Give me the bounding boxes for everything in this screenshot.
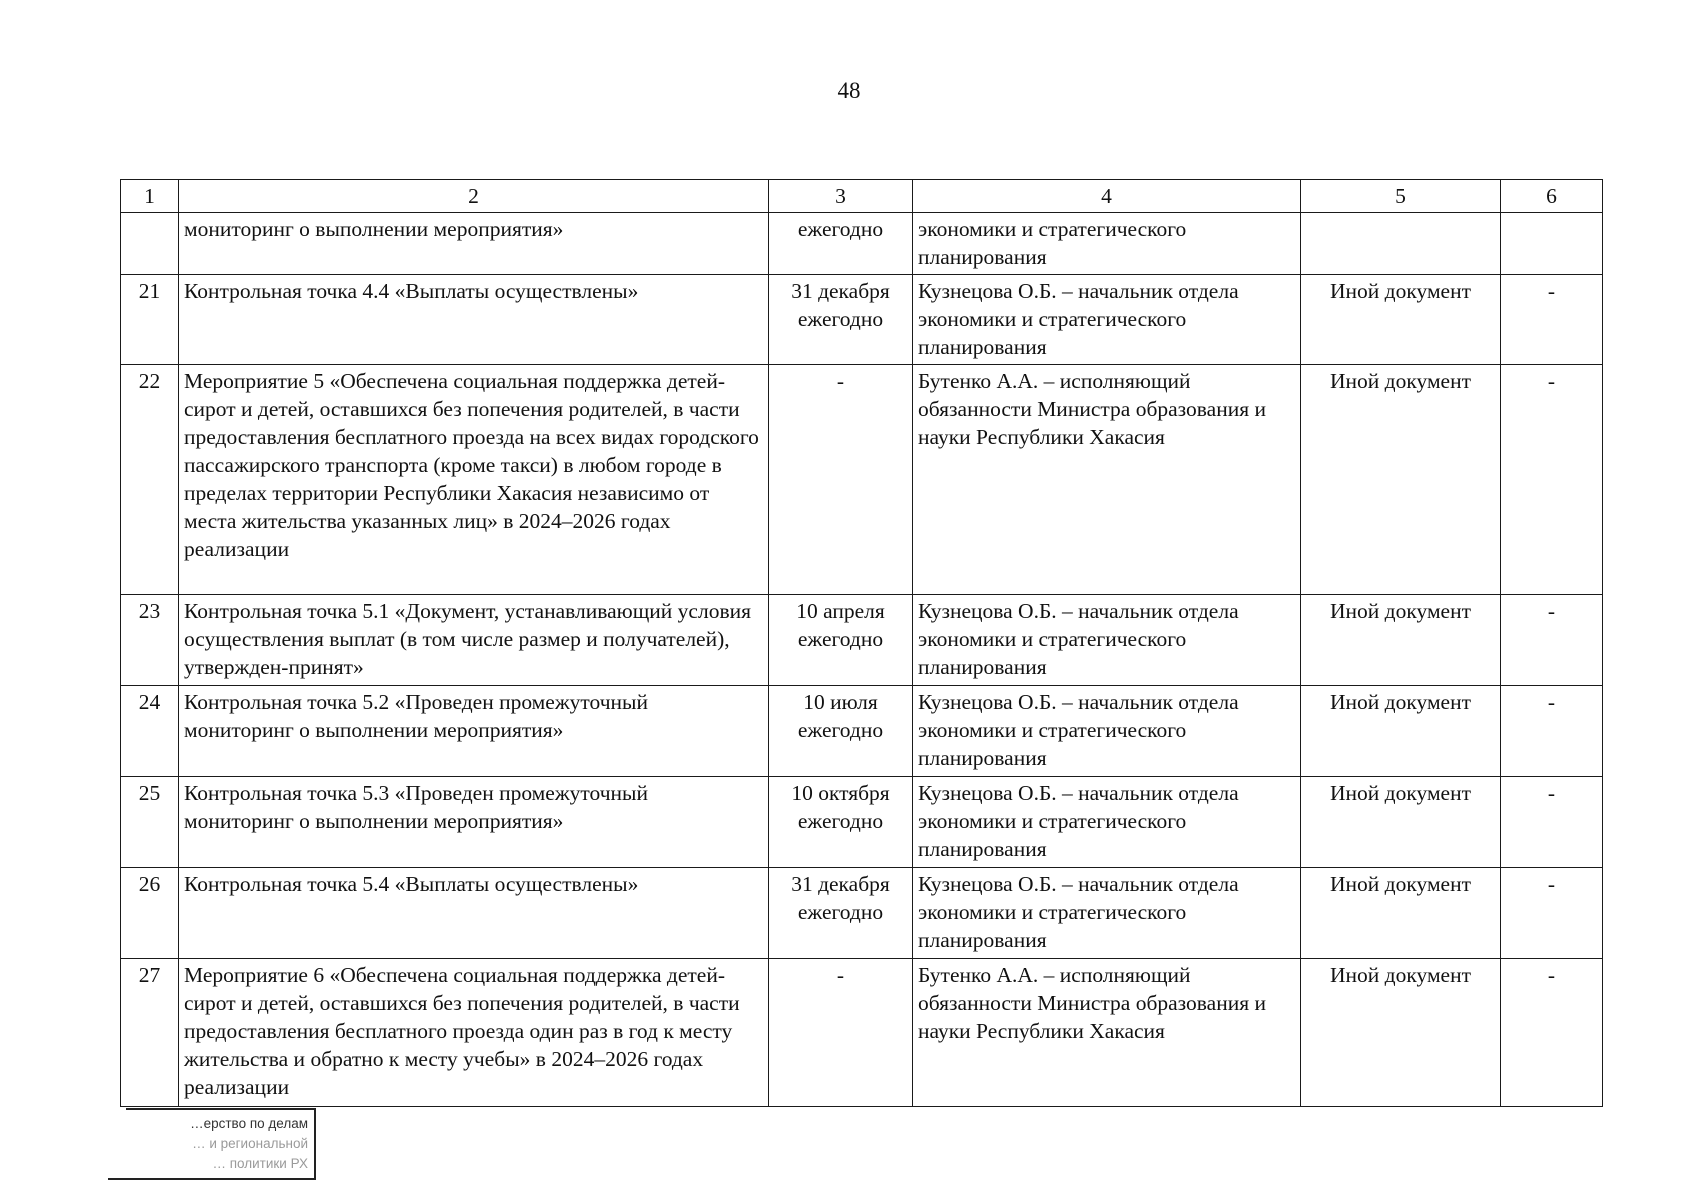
table-row — [121, 213, 1603, 275]
responsible: экономики и стратегического планирования — [913, 213, 1301, 275]
document-type: Иной документ — [1301, 868, 1501, 959]
stamp-line: …ерство по делам — [190, 1116, 308, 1131]
document-type: Иной документ — [1301, 777, 1501, 868]
row-number: 27 — [121, 959, 179, 1107]
stamp-line: … политики РХ — [212, 1156, 308, 1171]
responsible: Бутенко А.А. – исполняющий обязанности Министра образования и науки Республики Хакасия — [913, 365, 1301, 595]
event-name: Мероприятие 6 «Обеспечена социальная поддержка детей-сирот и детей, оставшихся без попечения родителей, в части предоставления бесплатного проезда один раз в год к месту жительства и обратно к месту учебы» в 2024–2026 годах реализации — [179, 959, 769, 1107]
header-cell: 2 — [179, 180, 769, 213]
deadline: 10 июля ежегодно — [769, 686, 913, 777]
row-number: 24 — [121, 686, 179, 777]
deadline: - — [769, 959, 913, 1107]
responsible: Кузнецова О.Б. – начальник отдела экономики и стратегического планирования — [913, 275, 1301, 365]
note: - — [1501, 868, 1603, 959]
document-type: Иной документ — [1301, 959, 1501, 1107]
deadline: 31 декабря ежегодно — [769, 868, 913, 959]
deadline: 10 октября ежегодно — [769, 777, 913, 868]
row-number: 21 — [121, 275, 179, 365]
deadline: 31 декабря ежегодно — [769, 275, 913, 365]
document-type: Иной документ — [1301, 686, 1501, 777]
table-row — [121, 959, 1603, 1107]
deadline: 10 апреля ежегодно — [769, 595, 913, 686]
header-cell: 1 — [121, 180, 179, 213]
table-row — [121, 275, 1603, 365]
table-row — [121, 365, 1603, 595]
event-name: Контрольная точка 5.2 «Проведен промежуточный мониторинг о выполнении мероприятия» — [179, 686, 769, 777]
row-number: 25 — [121, 777, 179, 868]
deadline: ежегодно — [769, 213, 913, 275]
header-cell: 5 — [1301, 180, 1501, 213]
stamp-line: … и региональной — [192, 1136, 308, 1151]
row-number: 22 — [121, 365, 179, 595]
responsible: Кузнецова О.Б. – начальник отдела экономики и стратегического планирования — [913, 777, 1301, 868]
note: - — [1501, 686, 1603, 777]
table-row — [121, 777, 1603, 868]
note: - — [1501, 275, 1603, 365]
event-name: Контрольная точка 5.3 «Проведен промежуточный мониторинг о выполнении мероприятия» — [179, 777, 769, 868]
responsible: Кузнецова О.Б. – начальник отдела экономики и стратегического планирования — [913, 595, 1301, 686]
note: - — [1501, 959, 1603, 1107]
implementation-plan-table — [120, 179, 1603, 1107]
table-header-row — [121, 180, 1603, 213]
responsible: Кузнецова О.Б. – начальник отдела экономики и стратегического планирования — [913, 686, 1301, 777]
note: - — [1501, 777, 1603, 868]
event-name: Мероприятие 5 «Обеспечена социальная поддержка детей-сирот и детей, оставшихся без попечения родителей, в части предоставления бесплатного проезда на всех видах городского пассажирского транспорта (кроме такси) в любом городе в пределах территории Республики Хакасия независимо от места жительства указанных лиц» в 2024–2026 годах реализации — [179, 365, 769, 595]
document-type — [1301, 213, 1501, 275]
event-name: Контрольная точка 5.1 «Документ, устанавливающий условия осуществления выплат (в том числе размер и получателей), утвержден-принят» — [179, 595, 769, 686]
table-row — [121, 686, 1603, 777]
note — [1501, 213, 1603, 275]
row-number: 26 — [121, 868, 179, 959]
event-name: Контрольная точка 5.4 «Выплаты осуществлены» — [179, 868, 769, 959]
table-row — [121, 868, 1603, 959]
event-name: Контрольная точка 4.4 «Выплаты осуществлены» — [179, 275, 769, 365]
event-name: мониторинг о выполнении мероприятия» — [179, 213, 769, 275]
header-cell: 6 — [1501, 180, 1603, 213]
table-row — [121, 595, 1603, 686]
responsible: Кузнецова О.Б. – начальник отдела экономики и стратегического планирования — [913, 868, 1301, 959]
page-number: 48 — [837, 78, 861, 103]
row-number: 23 — [121, 595, 179, 686]
header-cell: 4 — [913, 180, 1301, 213]
document-type: Иной документ — [1301, 365, 1501, 595]
row-number — [121, 213, 179, 275]
note: - — [1501, 595, 1603, 686]
ministry-stamp — [108, 1110, 316, 1180]
document-type: Иной документ — [1301, 595, 1501, 686]
document-type: Иной документ — [1301, 275, 1501, 365]
deadline: - — [769, 365, 913, 595]
header-cell: 3 — [769, 180, 913, 213]
note: - — [1501, 365, 1603, 595]
responsible: Бутенко А.А. – исполняющий обязанности Министра образования и науки Республики Хакасия — [913, 959, 1301, 1107]
